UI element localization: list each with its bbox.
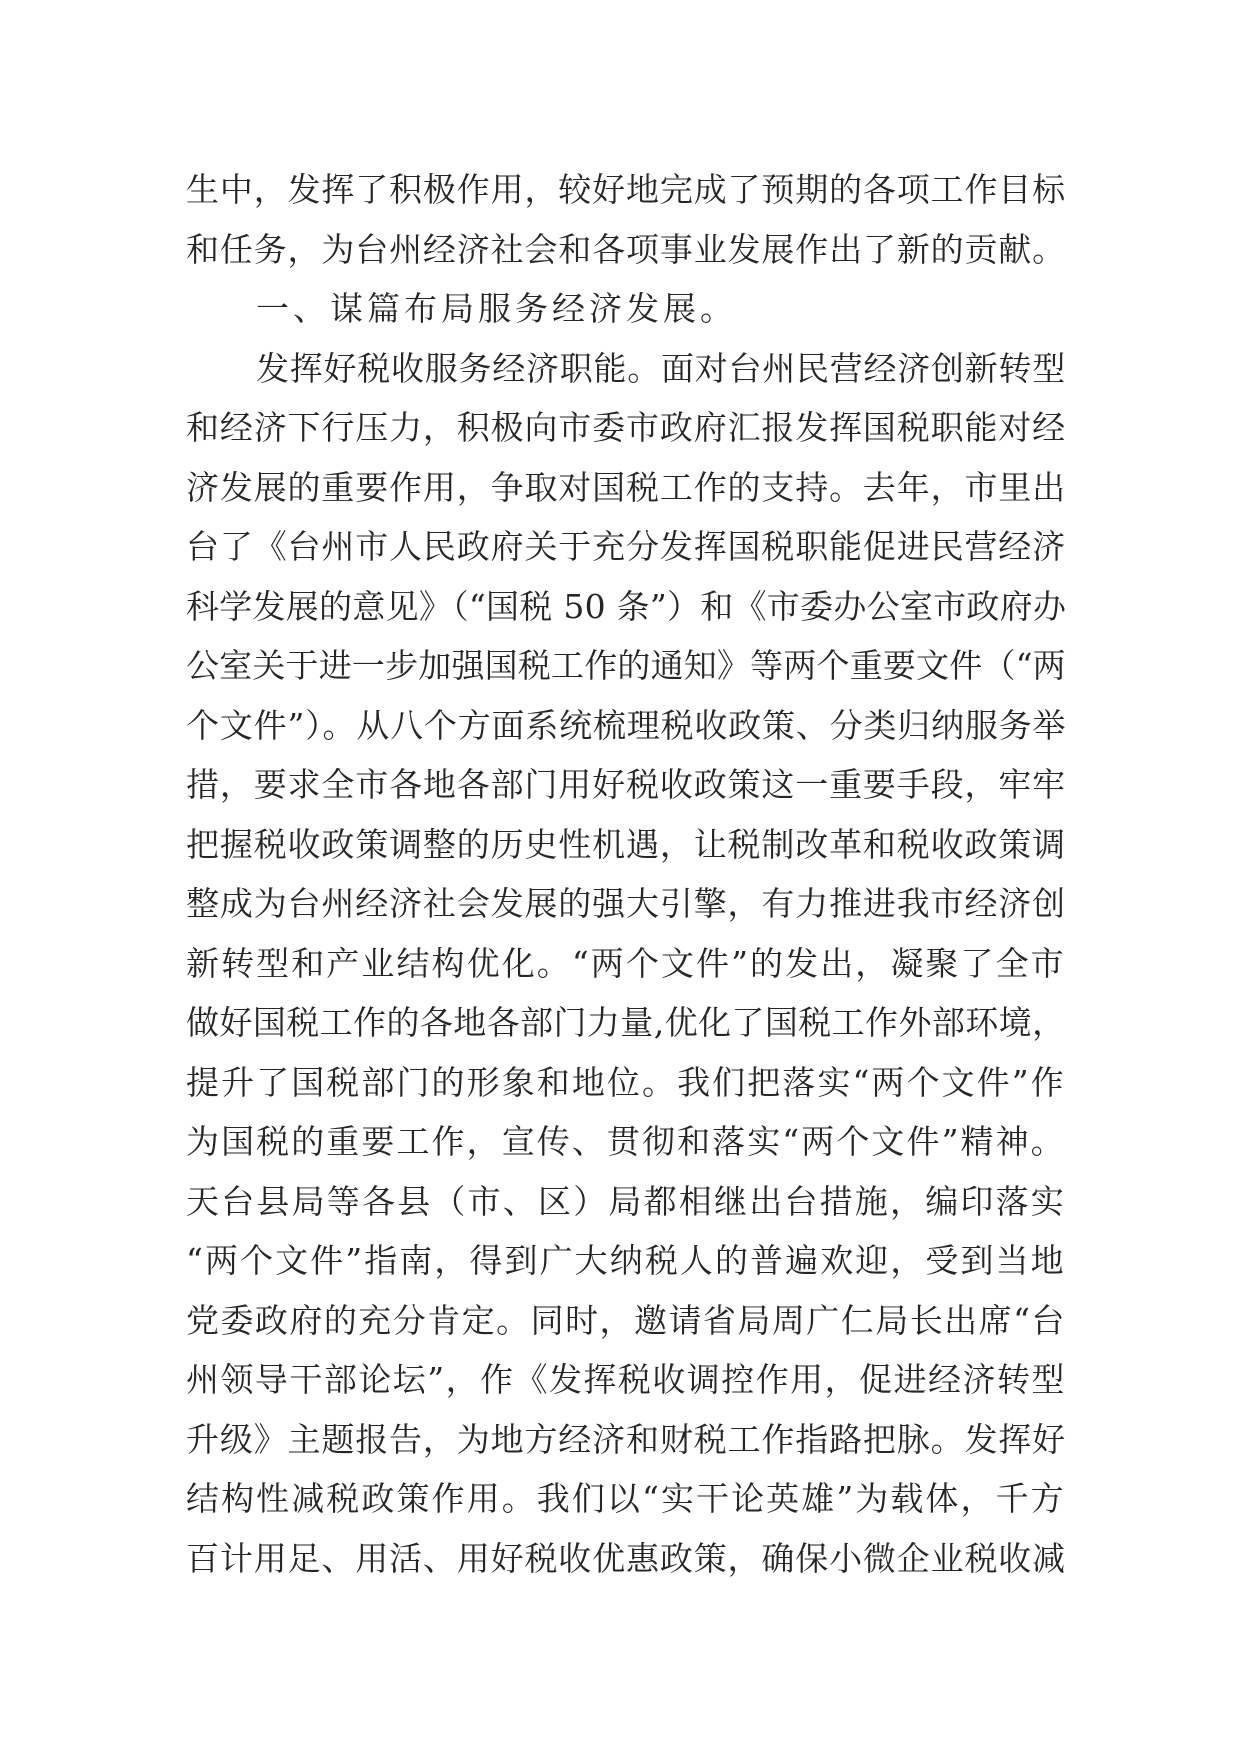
text-line: 新转型和产业结构优化。“两个文件”的发出，凝聚了全市 [186,943,1066,983]
text-line: 天台县局等各县（市、区）局都相继出台措施，编印落实 [186,1181,1066,1221]
paragraph-start-line: 发挥好税收服务经济职能。面对台州民营经济创新转型 [256,348,1066,388]
text-line: 提升了国税部门的形象和地位。我们把落实“两个文件”作 [186,1062,1066,1102]
text-line: “两个文件”指南，得到广大纳税人的普遍欢迎，受到当地 [186,1241,1066,1280]
document-body [186,160,1066,1588]
paragraph-start-line: 一、谋篇布局服务经济发展。 [256,289,737,328]
text-line: 百计用足、用活、用好税收优惠政策，确保小微企业税收减 [186,1538,1066,1578]
text-line: 结构性减税政策作用。我们以“实干论英雄”为载体，千方 [186,1479,1066,1518]
text-line: 把握税收政策调整的历史性机遇，让税制改革和税收政策调 [186,824,1066,864]
text-line: 公室关于进一步加强国税工作的通知》等两个重要文件（“两 [186,646,1066,685]
text-line: 升级》主题报告，为地方经济和财税工作指路把脉。发挥好 [186,1419,1066,1459]
text-line: 州领导干部论坛”，作《发挥税收调控作用，促进经济转型 [186,1360,1066,1399]
text-line: 科学发展的意见》（“国税 50 条”）和《市委办公室市政府办 [186,586,1067,626]
text-line: 个文件”）。从八个方面系统梳理税收政策、分类归纳服务举 [186,705,1067,745]
text-line: 整成为台州经济社会发展的强大引擎，有力推进我市经济创 [186,884,1066,923]
text-line: 为国税的重要工作，宣传、贯彻和落实“两个文件”精神。 [186,1122,1066,1161]
text-line: 措，要求全市各地各部门用好税收政策这一重要手段，牢牢 [186,765,1066,804]
text-line: 做好国税工作的各地各部门力量,优化了国税工作外部环境， [186,1003,1066,1042]
text-line: 台了《台州市人民政府关于充分发挥国税职能促进民营经济 [186,527,1066,566]
text-line: 和任务，为台州经济社会和各项事业发展作出了新的贡献。 [186,229,1066,269]
text-line: 党委政府的充分肯定。同时，邀请省局周广仁局长出席“台 [186,1300,1066,1340]
text-line: 生中，发挥了积极作用，较好地完成了预期的各项工作目标 [186,170,1066,209]
text-line: 和经济下行压力，积极向市委市政府汇报发挥国税职能对经 [186,408,1066,447]
text-line: 济发展的重要作用，争取对国税工作的支持。去年，市里出 [186,467,1066,507]
